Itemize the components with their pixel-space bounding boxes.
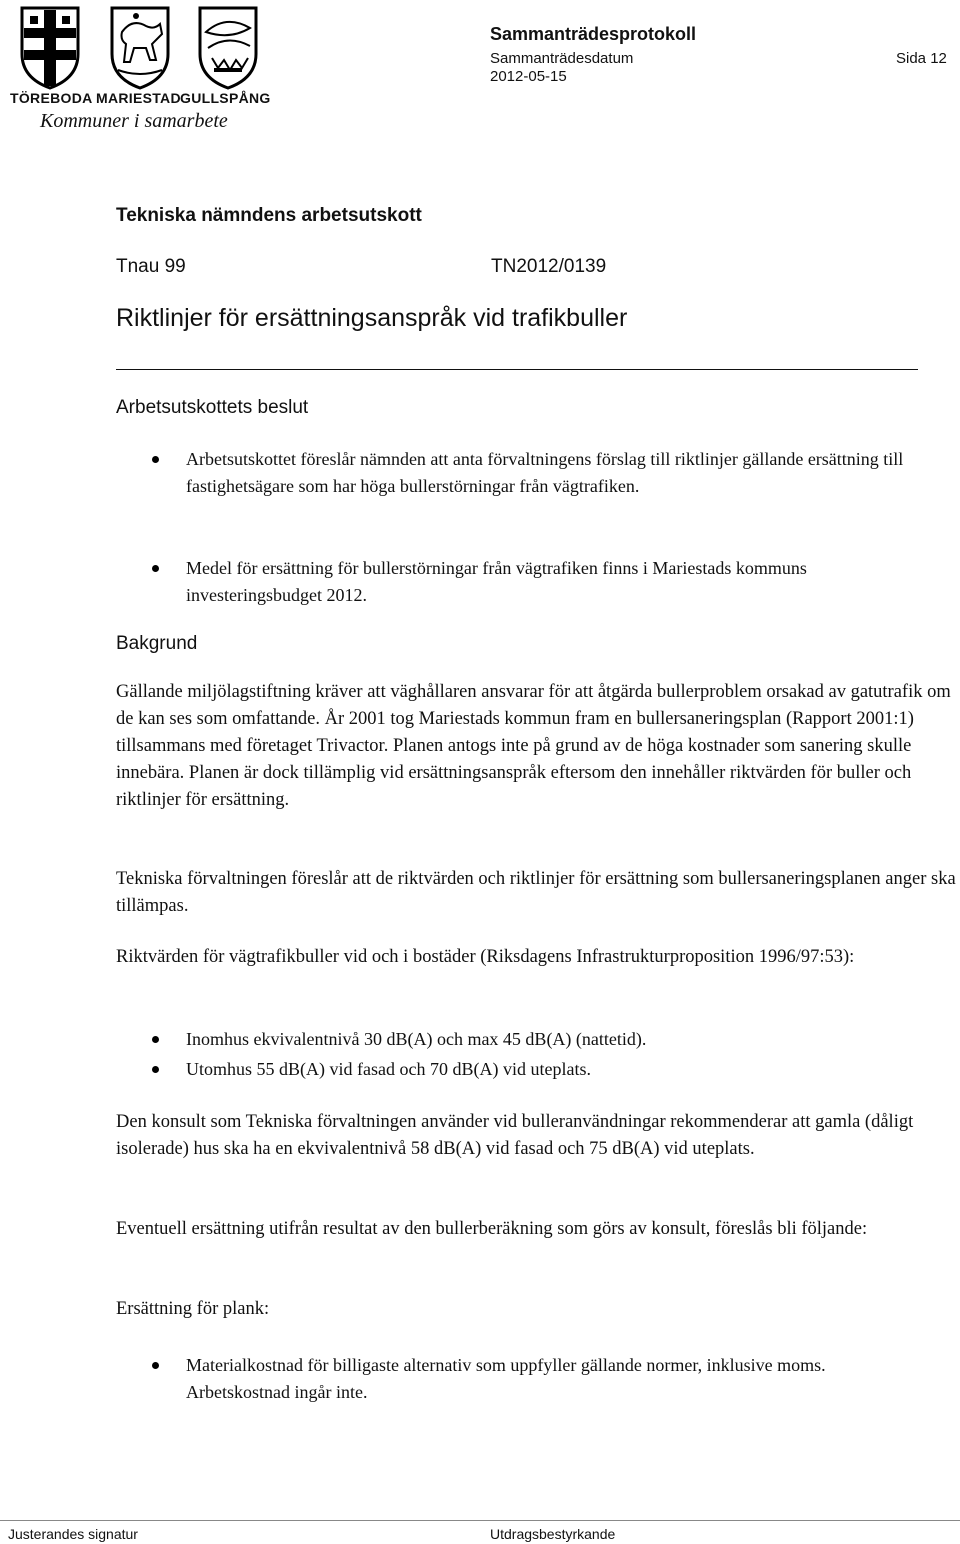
background-heading: Bakgrund [116, 633, 198, 654]
background-paragraph-3: Riktvärden för vägtrafikbuller vid och i bostäder (Riksdagens Infrastrukturproposition 1996/97:53): [116, 947, 855, 967]
date-label: Sammanträdesdatum [490, 50, 634, 67]
bullet-icon [152, 1066, 159, 1073]
bullet-icon [152, 1362, 159, 1369]
list-item-text: Inomhus ekvivalentnivå 30 dB(A) och max 45 dB(A) (nattetid). [186, 1029, 647, 1049]
mariestad-coat-of-arms-icon [112, 8, 168, 88]
logo-name-gullspang: GULLSPÅNG [180, 90, 271, 106]
committee-name: Tekniska nämndens arbetsutskott [116, 205, 422, 226]
logo-slogan: Kommuner i samarbete [40, 110, 228, 132]
background-paragraph-1: Gällande miljölagstiftning kräver att väghållaren ansvarar för att åtgärda bullerproblem orsakad av gatutrafik om de kan ses som omfattande. År 2001 tog Mariestads kommun fram en bullersaneringsplan (Rapport 2001:1) tillsammans med företaget Trivactor. Planen antogs inte på grund av de höga kostnader som sanering skulle innebära. Planen är dock tillämplig vid ersättningsanspråk eftersom den innehåller riktvärden för buller och riktlinjer för ersättning. [116, 682, 951, 810]
bullet-icon [152, 456, 159, 463]
case-number: TN2012/0139 [491, 256, 607, 277]
document-type: Sammanträdesprotokoll [490, 24, 697, 44]
title-divider [116, 369, 918, 370]
logo-name-toreboda: TÖREBODA [10, 90, 93, 106]
footer-signature-label: Justerandes signatur [8, 1526, 138, 1542]
footer-divider [0, 1520, 960, 1521]
toreboda-coat-of-arms-icon [22, 8, 78, 88]
list-item-text: Utomhus 55 dB(A) vid fasad och 70 dB(A) vid uteplats. [186, 1059, 591, 1079]
background-paragraph-4: Den konsult som Tekniska förvaltningen använder vid bulleranvändningar rekommenderar att gamla (dåligt isolerade) hus ska ha en ekvivalentnivå 58 dB(A) vid fasad och 75 dB(A) vid uteplats. [116, 1112, 914, 1159]
decision-heading: Arbetsutskottets beslut [116, 397, 309, 418]
logo-name-mariestad: MARIESTAD [96, 90, 181, 106]
footer-certification-label: Utdragsbestyrkande [490, 1526, 616, 1542]
bullet-icon [152, 565, 159, 572]
background-paragraph-2: Tekniska förvaltningen föreslår att de riktvärden och riktlinjer för ersättning som bullersaneringsplanen anger ska tillämpas. [116, 869, 956, 916]
background-paragraph-5: Eventuell ersättning utifrån resultat av den bullerberäkning som görs av konsult, föreslås bli följande: [116, 1219, 868, 1239]
page-title: Riktlinjer för ersättningsanspråk vid trafikbuller [116, 304, 628, 332]
page-number: Sida 12 [896, 50, 947, 67]
list-item-text: Materialkostnad för billigaste alternativ som uppfyller gällande normer, inklusive moms. Arbetskostnad ingår inte. [186, 1355, 826, 1402]
list-item-text: Arbetsutskottet föreslår nämnden att anta förvaltningens förslag till riktlinjer gällande ersättning till fastighetsägare som har höga bullerstörningar från vägtrafiken. [186, 449, 904, 496]
meeting-date: 2012-05-15 [490, 68, 567, 85]
paragraph-number: Tnau 99 [116, 256, 186, 277]
bullet-icon [152, 1036, 159, 1043]
background-paragraph-6: Ersättning för plank: [116, 1299, 270, 1319]
list-item-text: Medel för ersättning för bullerstörningar från vägtrafiken finns i Mariestads kommuns investeringsbudget 2012. [186, 558, 807, 605]
gullspang-coat-of-arms-icon [200, 8, 256, 88]
